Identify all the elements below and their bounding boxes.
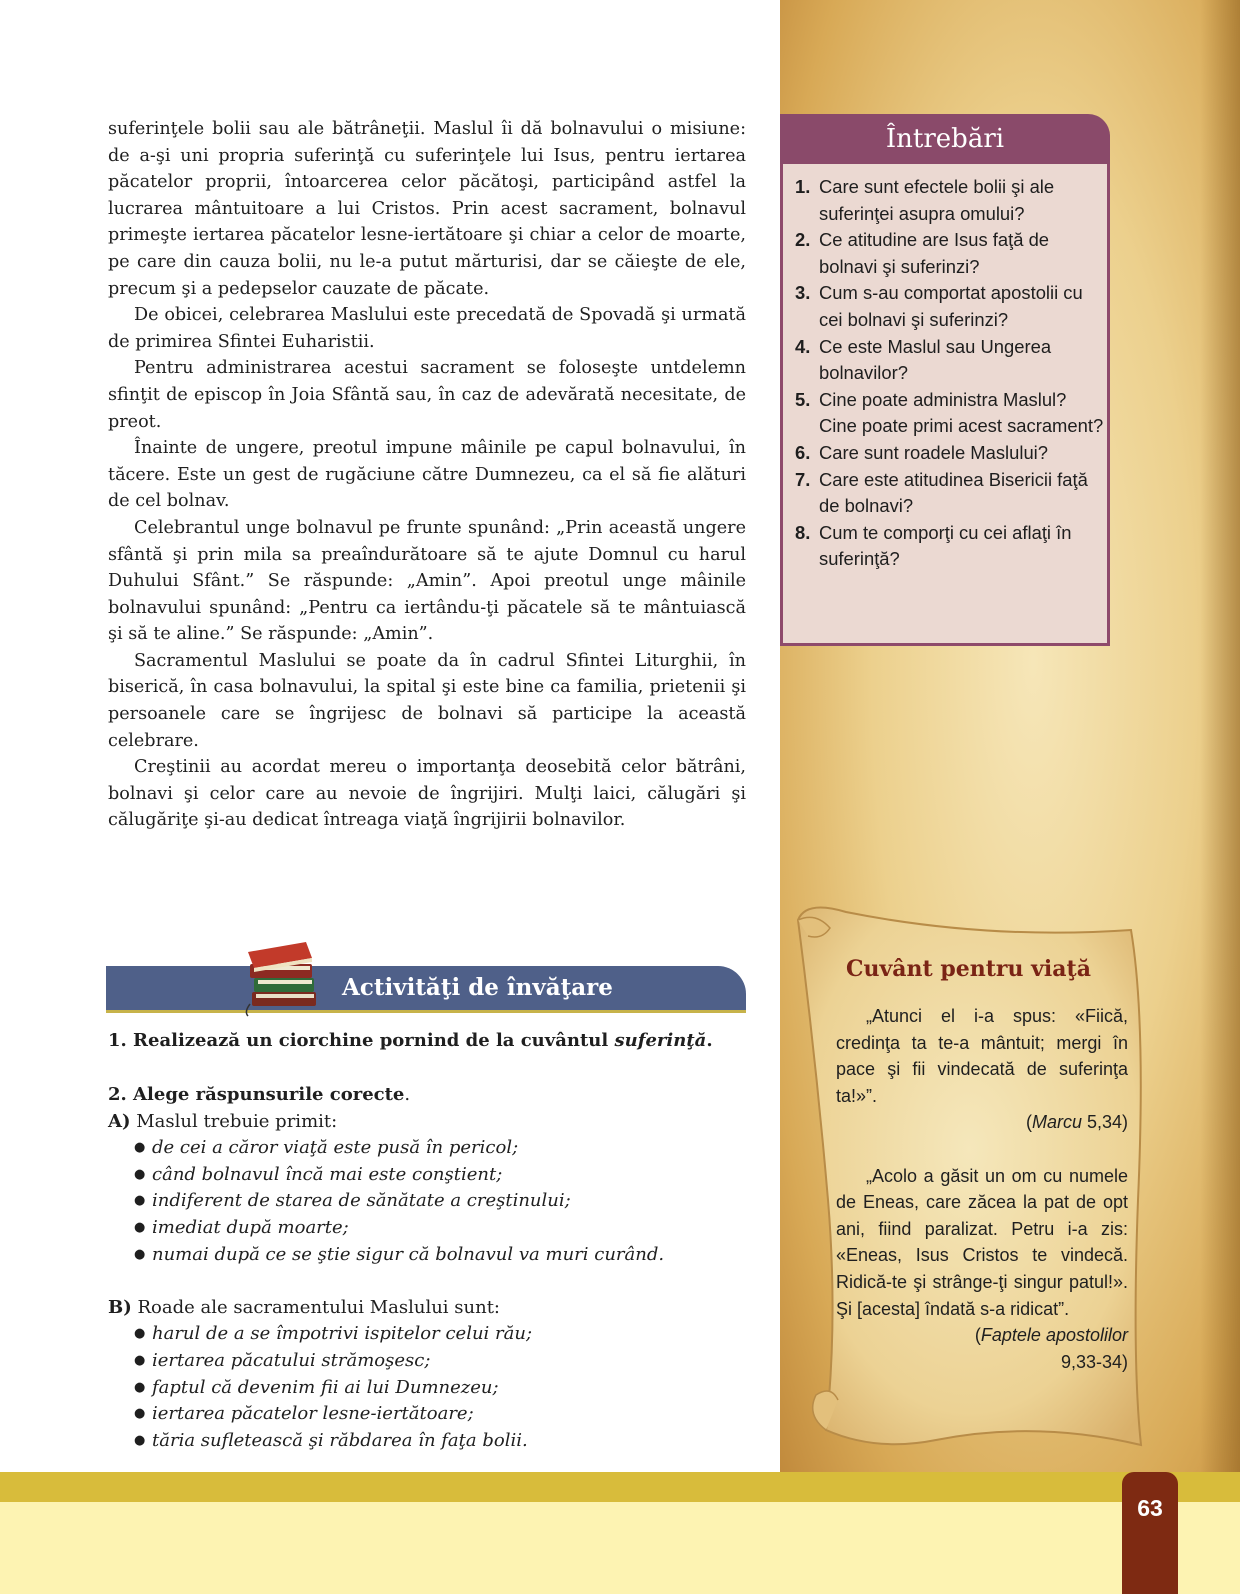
question-item: 6. Care sunt roadele Maslului?	[795, 441, 1048, 463]
option-item: ● imediat după moarte;	[108, 1215, 748, 1242]
option-item: ● când bolnavul încă mai este conştient;	[108, 1162, 748, 1189]
paragraph: Înainte de ungere, preotul impune mâinile pe capul bolnavului, în tăcere. Este un gest de rugăciune către Dumnezeu, ca el să fie alături de cel bolnav.	[108, 438, 746, 512]
option-item: ● tăria sufletească şi răbdarea în faţa bolii.	[108, 1428, 748, 1455]
paragraph: De obicei, celebrarea Maslului este precedată de Spovadă şi urmată de primirea Sfintei Euharistii.	[108, 305, 746, 352]
task-2: 2. Alege răspunsurile corecte. A) Maslul trebuie primit: ● de cei a căror viaţă este pusă în pericol; ● când bolnavul încă mai este conştient; ● indiferent de starea de sănătate a creştinului; ● imediat după moarte; ● numai după ce se ştie sigur că bolnavul va muri curând. B) Roade ale sacramentului Maslului sunt: ● harul de a se împotrivi ispitelor celui rău; ● iertarea păcatului strămoşesc; ● faptul că devenim fii ai lui Dumnezeu; ● iertarea păcatelor lesne-iertătoare; ● tăria sufletească şi răbdarea în faţa bolii.	[108, 1082, 748, 1454]
activities-title: Activităţi de învăţare	[342, 974, 613, 1001]
options-list-a	[108, 1135, 748, 1268]
question-item: 5. Cine poate administra Maslul? Cine poate primi acest sacrament?	[795, 388, 1104, 437]
options-list-b	[108, 1321, 748, 1454]
page-number-tab	[1122, 1472, 1178, 1594]
option-item: ● iertarea păcatelor lesne-iertătoare;	[108, 1401, 748, 1428]
option-item: ● harul de a se împotrivi ispitelor celui rău;	[108, 1321, 748, 1348]
paragraph: Pentru administrarea acestui sacrament se foloseşte untdelemn sfinţit de episcop în Joia Sfântă sau, în caz de adevărată necesitate, de preot.	[108, 358, 746, 432]
option-item: ● iertarea păcatului strămoşesc;	[108, 1348, 748, 1375]
books-icon	[240, 940, 328, 1018]
main-text	[108, 116, 746, 834]
paragraph: Sacramentul Maslului se poate da în cadrul Sfintei Liturghii, în biserică, în casa bolnavului, la spital şi este bine ca familia, prietenii şi persoanele care se îngrijesc de bolnavi să participe la această celebrare.	[108, 650, 746, 751]
parchment-edge	[1200, 0, 1240, 1472]
option-item: ● numai după ce se ştie sigur că bolnavul va muri curând.	[108, 1242, 748, 1269]
footer-band-light	[0, 1502, 1240, 1594]
paragraph: Creştinii au acordat mereu o importanţa deosebită celor bătrâni, bolnavi şi celor care au nevoie de îngrijiri. Mulţi laici, călugări şi călugăriţe şi-au dedicat întreaga viaţă îngrijirii bolnavilor.	[108, 757, 746, 831]
quote-reference: (Faptele apostolilor	[974, 1325, 1128, 1346]
questions-list	[795, 174, 1105, 573]
page-number: 63	[1137, 1495, 1163, 1521]
quote-reference: 9,33-34)	[1060, 1351, 1128, 1372]
question-item: 1. Care sunt efectele bolii şi ale suferinţei asupra omului?	[795, 176, 1055, 224]
option-item: ● faptul că devenim fii ai lui Dumnezeu;	[108, 1375, 748, 1402]
paragraph: Celebrantul unge bolnavul pe frunte spunând: „Prin această ungere sfântă şi prin mila sa preaîndurătoare să te ajute Domnul cu harul Duhului Sfânt.” Se răspunde: „Amin”. Apoi preotul unge mâinile bolnavului spunând: „Pentru ca iertându-ţi păcatele să te mântuiască şi să te aline.” Se răspunde: „Amin”.	[108, 517, 746, 645]
quote: „Acolo a găsit un om cu numele de Eneas, care zăcea la pat de opt ani, fiind paralizat. Petru i-a zis: «Eneas, Isus Cristos te vindecă. Ridică-te şi strânge-ţi singur patul!». Şi [acesta] îndată s-a ridicat”.	[836, 1165, 1128, 1319]
question-item: 7. Care este atitudinea Bisericii faţă de bolnavi?	[795, 468, 1088, 517]
question-item: 2. Ce atitudine are Isus faţă de bolnavi şi suferinzi?	[795, 229, 1050, 277]
question-item: 3. Cum s-au comportat apostolii cu cei bolnavi şi suferinzi?	[795, 282, 1083, 330]
scroll-title: Cuvânt pentru viaţă	[846, 956, 1091, 982]
question-item: 4. Ce este Maslul sau Ungerea bolnavilor?	[795, 335, 1052, 384]
quote-reference: (Marcu 5,34)	[1025, 1112, 1128, 1133]
scroll-text	[836, 1003, 1128, 1375]
paragraph: suferinţele bolii sau ale bătrâneţii. Maslul îi dă bolnavului o misiune: de a-şi uni propria suferinţă cu suferinţele lui Isus, pentru iertarea păcatelor proprii, întoarcerea celor păcătoşi, participând astfel la lucrarea mântuitoare a lui Cristos. Prin acest sacrament, bolnavul primeşte iertarea păcatelor lesne-iertătoare şi chiar a celor de moarte, pe care din cauza bolii, nu le-a putut mărturisi, dar se căieşte de ele, precum şi a pedepselor cauzate de păcate.	[108, 119, 746, 299]
task-1: 1. Realizează un ciorchine pornind de la cuvântul suferinţă.	[108, 1030, 713, 1051]
quote: „Atunci el i-a spus: «Fiică, credinţa ta te-a mântuit; mergi în pace şi fii vindecată de suferinţa ta!»”.	[836, 1006, 1128, 1106]
footer-band	[0, 1472, 1240, 1502]
question-item: 8. Cum te comporţi cu cei aflaţi în suferinţă?	[795, 521, 1072, 570]
option-item: ● indiferent de starea de sănătate a creştinului;	[108, 1188, 748, 1215]
option-item: ● de cei a căror viaţă este pusă în pericol;	[108, 1135, 748, 1162]
questions-title: Întrebări	[780, 114, 1110, 164]
